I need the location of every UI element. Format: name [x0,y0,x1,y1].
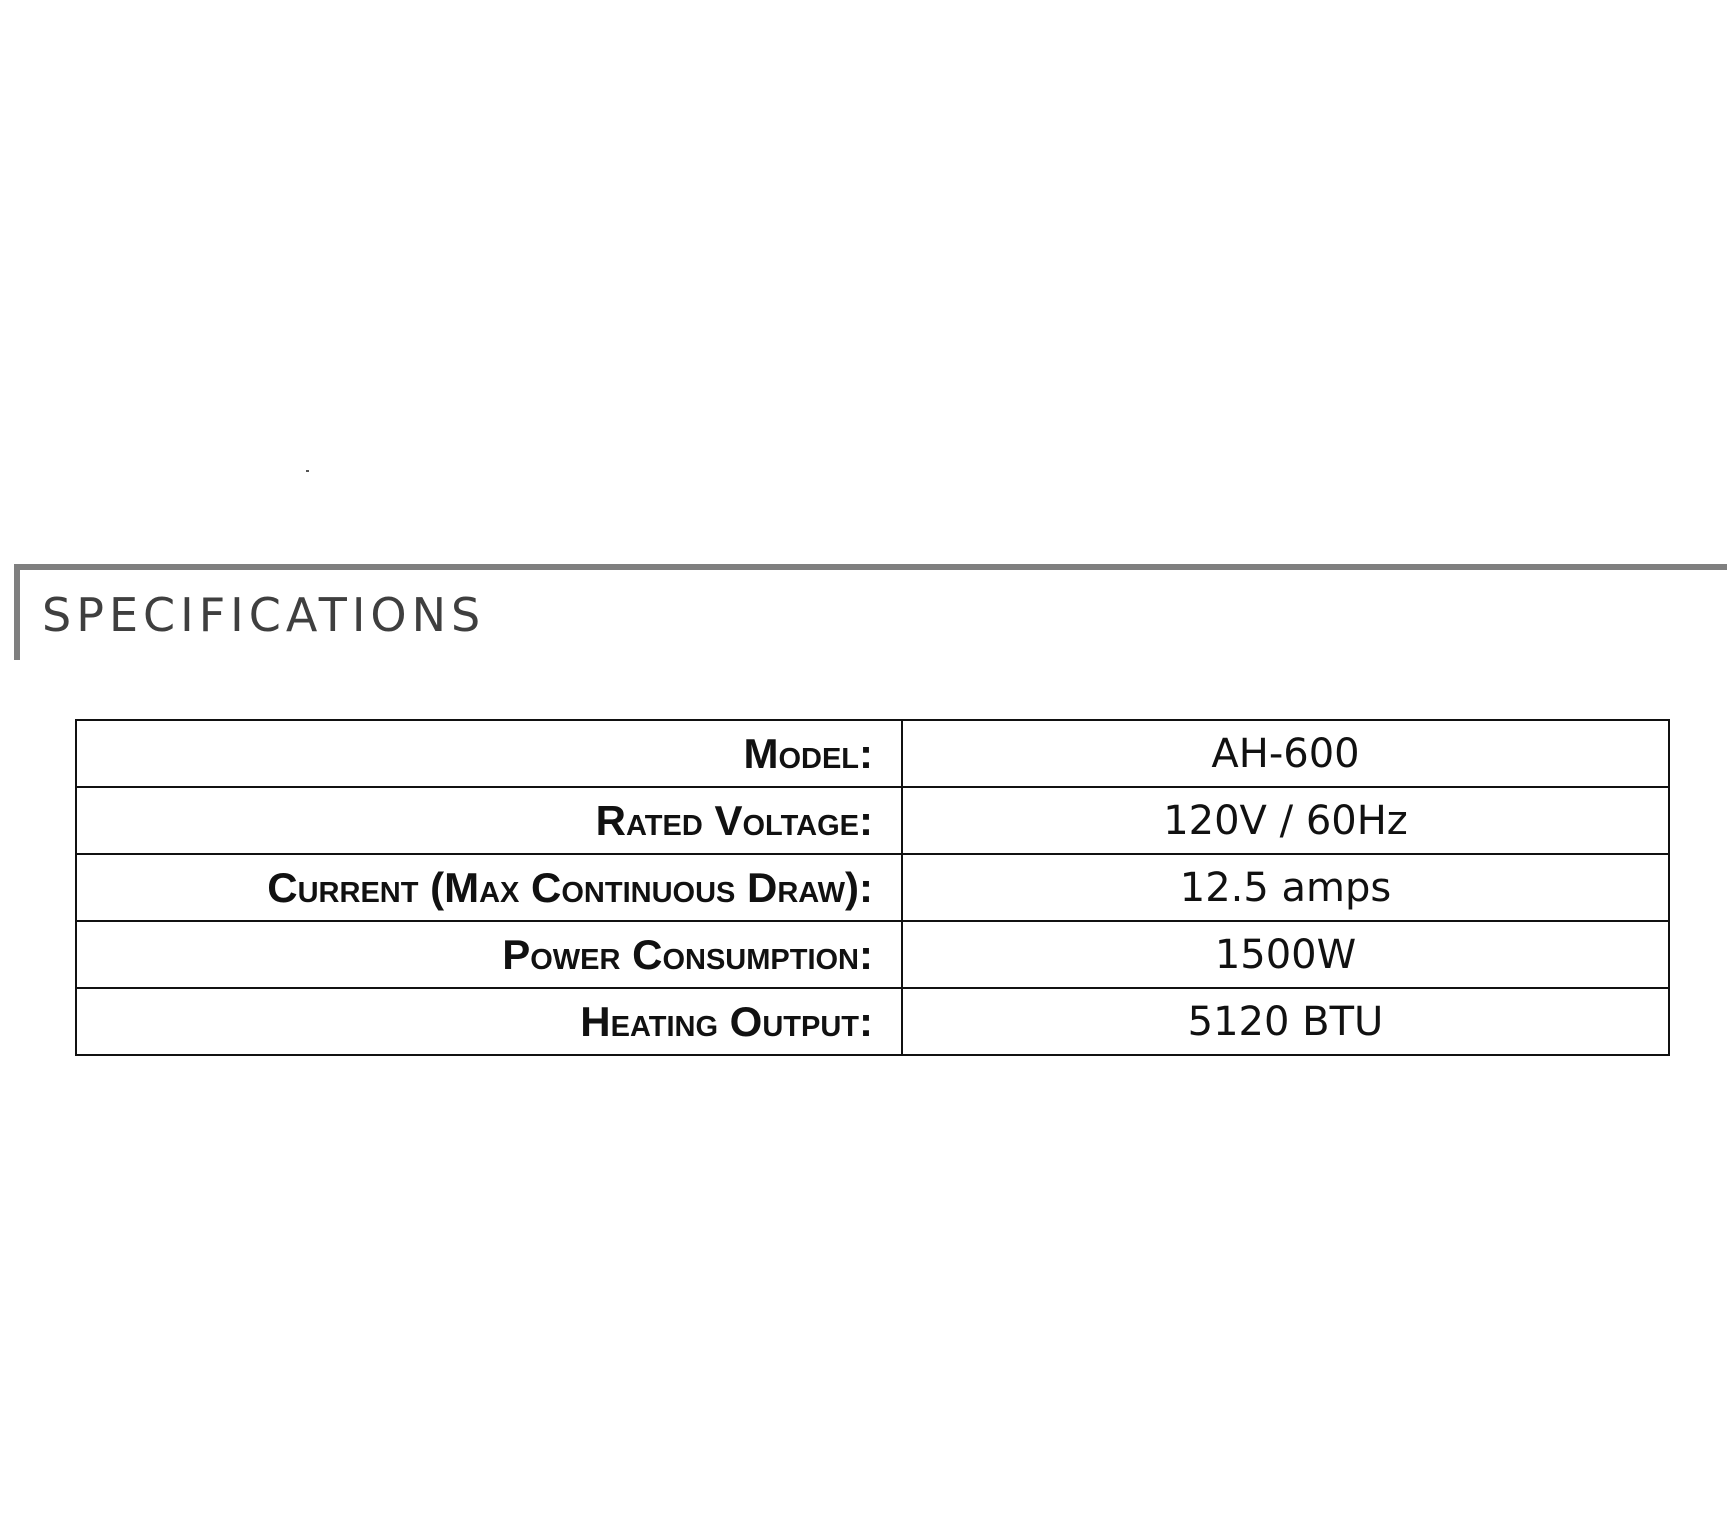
spec-label: Rated Voltage: [76,787,902,854]
spec-value: 120V / 60Hz [902,787,1669,854]
spec-row-power-consumption [76,921,1669,988]
spec-label: Model: [76,720,902,787]
spec-value: 5120 BTU [902,988,1669,1055]
spec-label: Heating Output: [76,988,902,1055]
spec-value: AH-600 [902,720,1669,787]
spec-label: Power Consumption: [76,921,902,988]
spec-row-rated-voltage [76,787,1669,854]
spec-label: Current (Max Continuous Draw): [76,854,902,921]
spec-row-current [76,854,1669,921]
spec-row-heating-output [76,988,1669,1055]
specifications-table [75,719,1670,1056]
section-title: SPECIFICATIONS [42,588,486,642]
stray-mark [306,470,309,472]
spec-value: 12.5 amps [902,854,1669,921]
spec-row-model [76,720,1669,787]
specifications-header [14,564,1727,660]
spec-value: 1500W [902,921,1669,988]
